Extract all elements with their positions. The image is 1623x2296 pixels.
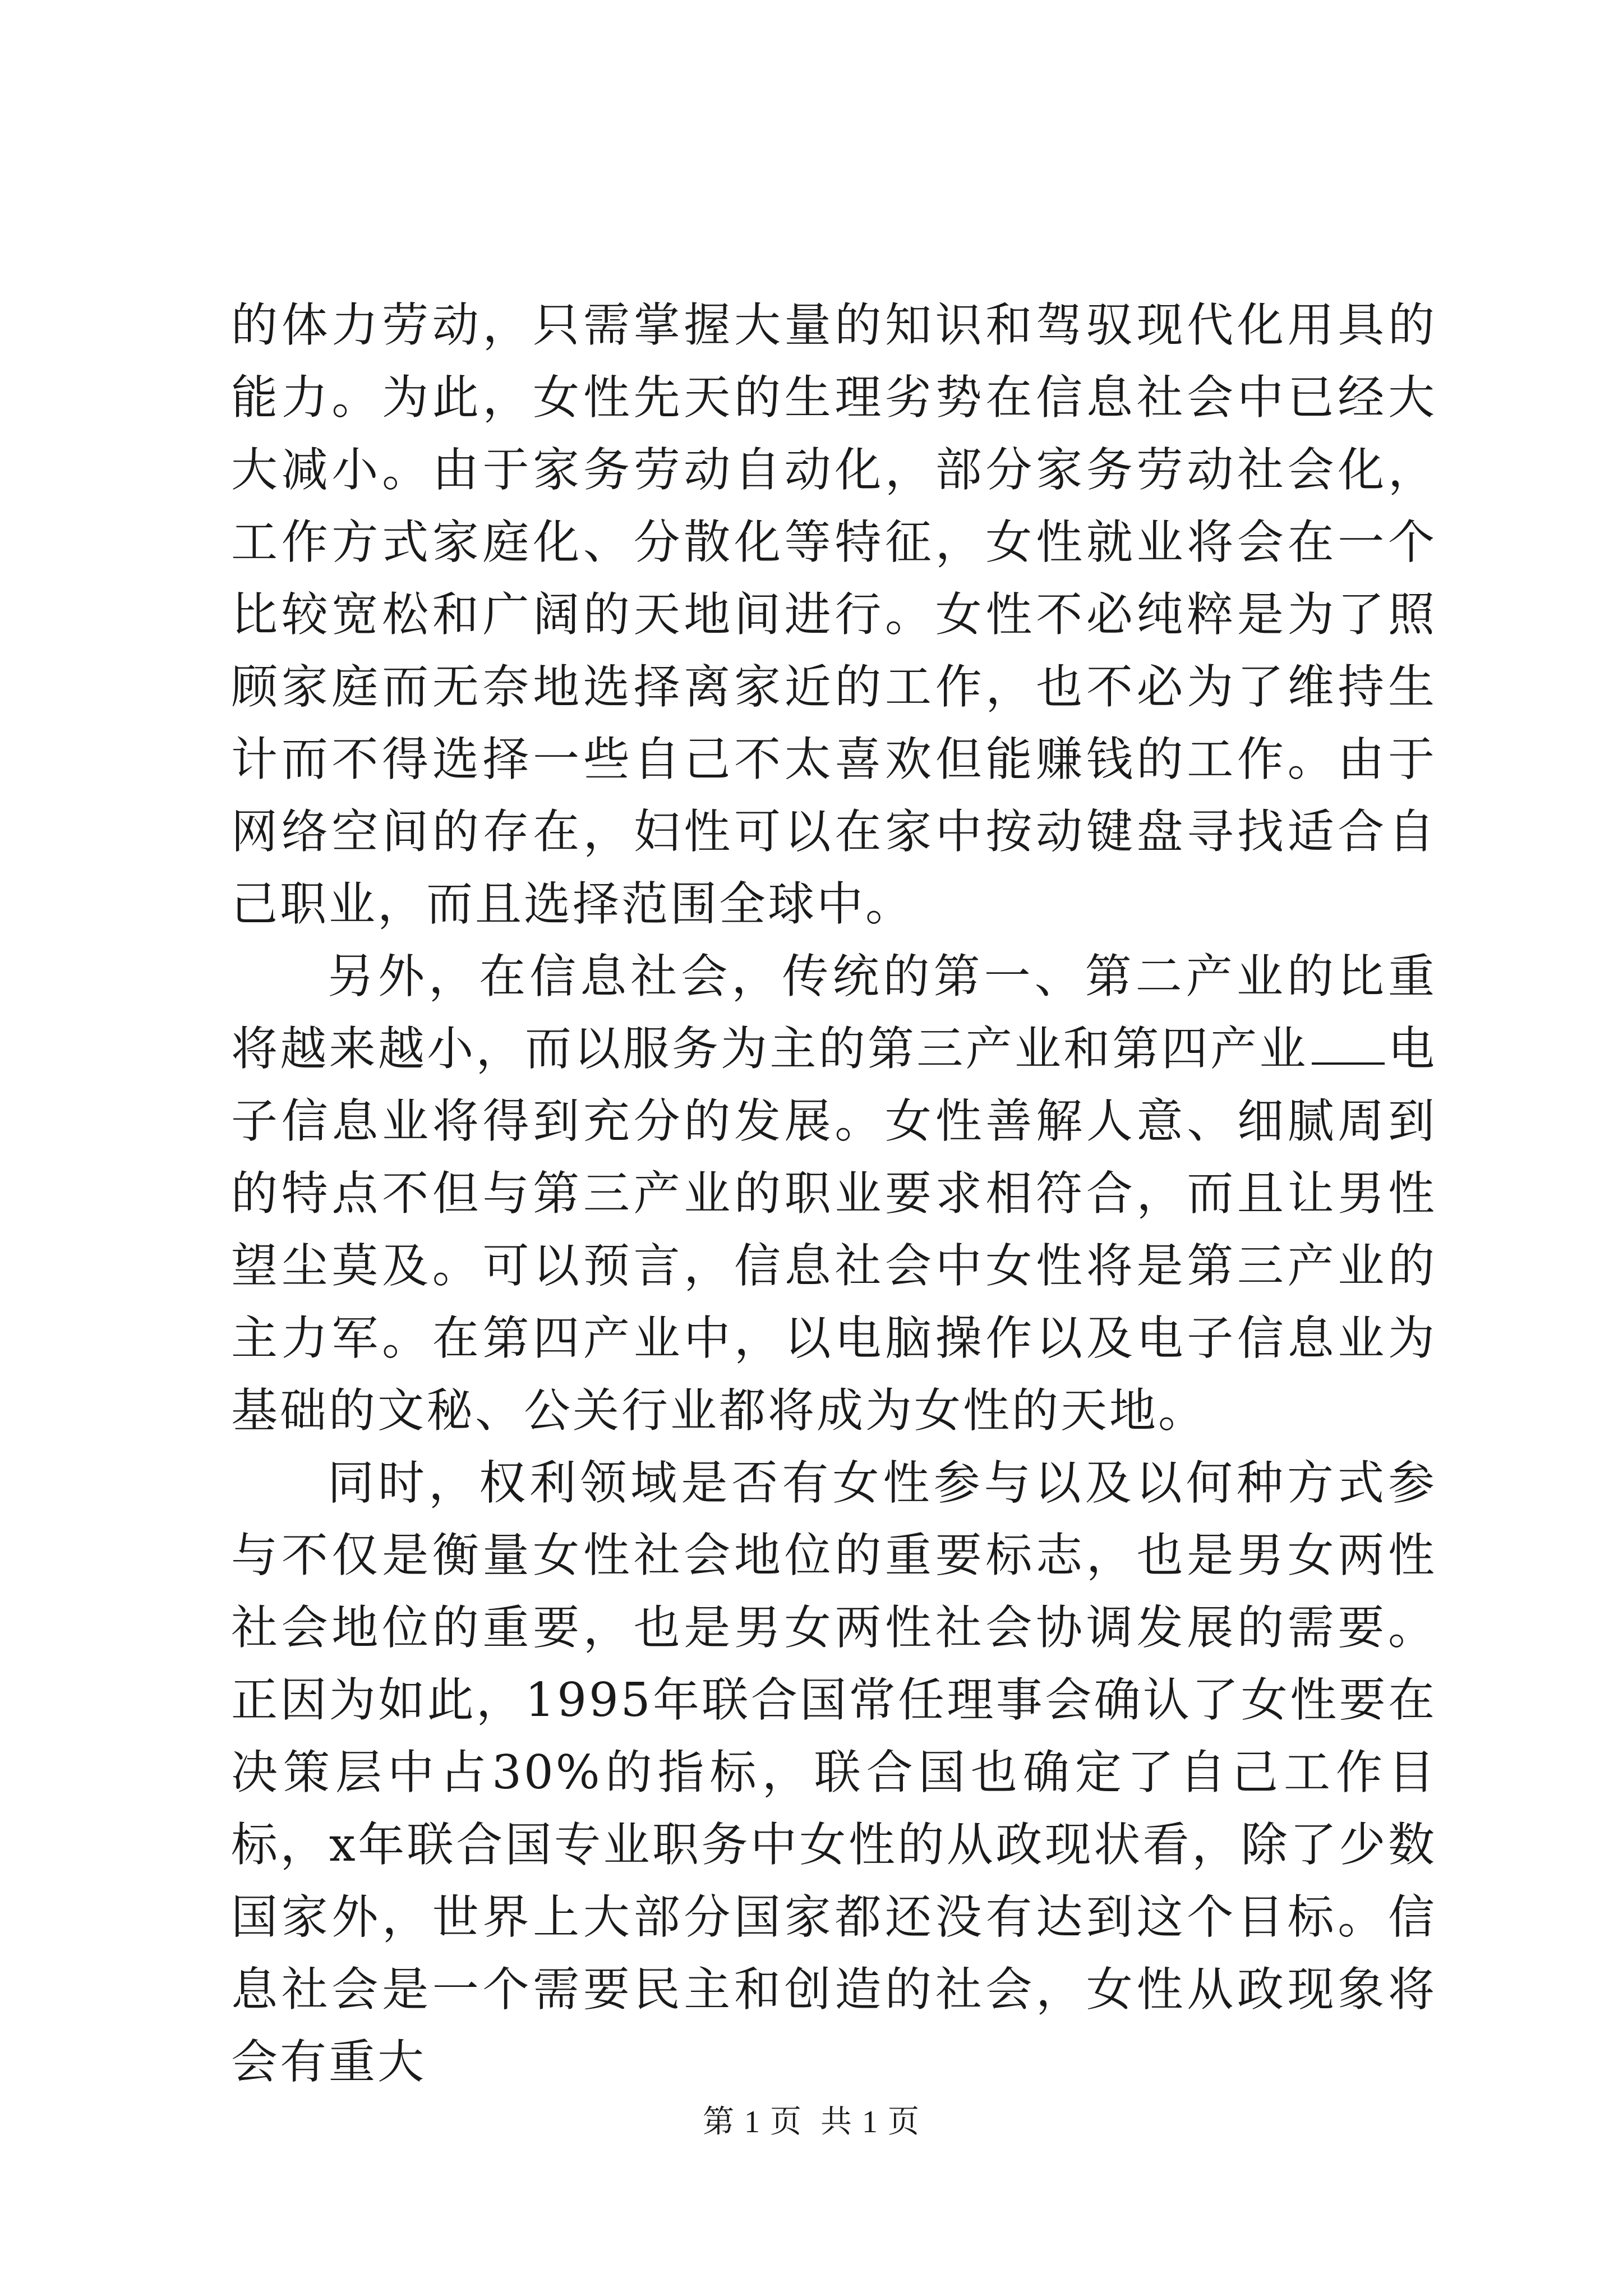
- page-footer: [0, 2102, 1623, 2142]
- page-number-label: 第 1 页: [703, 2105, 803, 2139]
- paragraph-2: [231, 940, 1437, 1447]
- paragraph-3: 同时，权利领域是否有女性参与以及以何种方式参与不仅是衡量女性社会地位的重要标志，也是男女两性社会地位的重要，也是男女两性社会协调发展的需要。正因为如此，1995年联合国常任理事会确认了女性要在决策层中占30%的指标，联合国也确定了自己工作目标，x年联合国专业职务中女性的从政现状看，除了少数国家外，世界上大部分国家都还没有达到这个目标。信息社会是一个需要民主和创造的社会，女性从政现象将会有重大: [231, 1456, 1437, 2089]
- page-total-label: 共 1 页: [820, 2105, 920, 2139]
- paragraph-2-text-after-blank: 电子信息业将得到充分的发展。女性善解人意、细腻周到的特点不但与第三产业的职业要求相符合，而且让男性望尘莫及。可以预言，信息社会中女性将是第三产业的主力军。在第四产业中，以电脑操作以及电子信息业为基础的文秘、公关行业都将成为女性的天地。: [231, 1022, 1437, 1438]
- paragraph-2-text-before-blank: 另外，在信息社会，传统的第一、第二产业的比重将越来越小，而以服务为主的第三产业和第四产业: [231, 949, 1437, 1076]
- document-body: [231, 289, 1437, 2098]
- fill-in-blank-line: [1312, 1060, 1385, 1065]
- paragraph-1: 的体力劳动，只需掌握大量的知识和驾驭现代化用具的能力。为此，女性先天的生理劣势在信息社会中已经大大减小。由于家务劳动自动化，部分家务劳动社会化，工作方式家庭化、分散化等特征，女性就业将会在一个比较宽松和广阔的天地间进行。女性不必纯粹是为了照顾家庭而无奈地选择离家近的工作，也不必为了维持生计而不得选择一些自己不太喜欢但能赚钱的工作。由于网络空间的存在，妇性可以在家中按动键盘寻找适合自己职业，而且选择范围全球中。: [231, 298, 1437, 931]
